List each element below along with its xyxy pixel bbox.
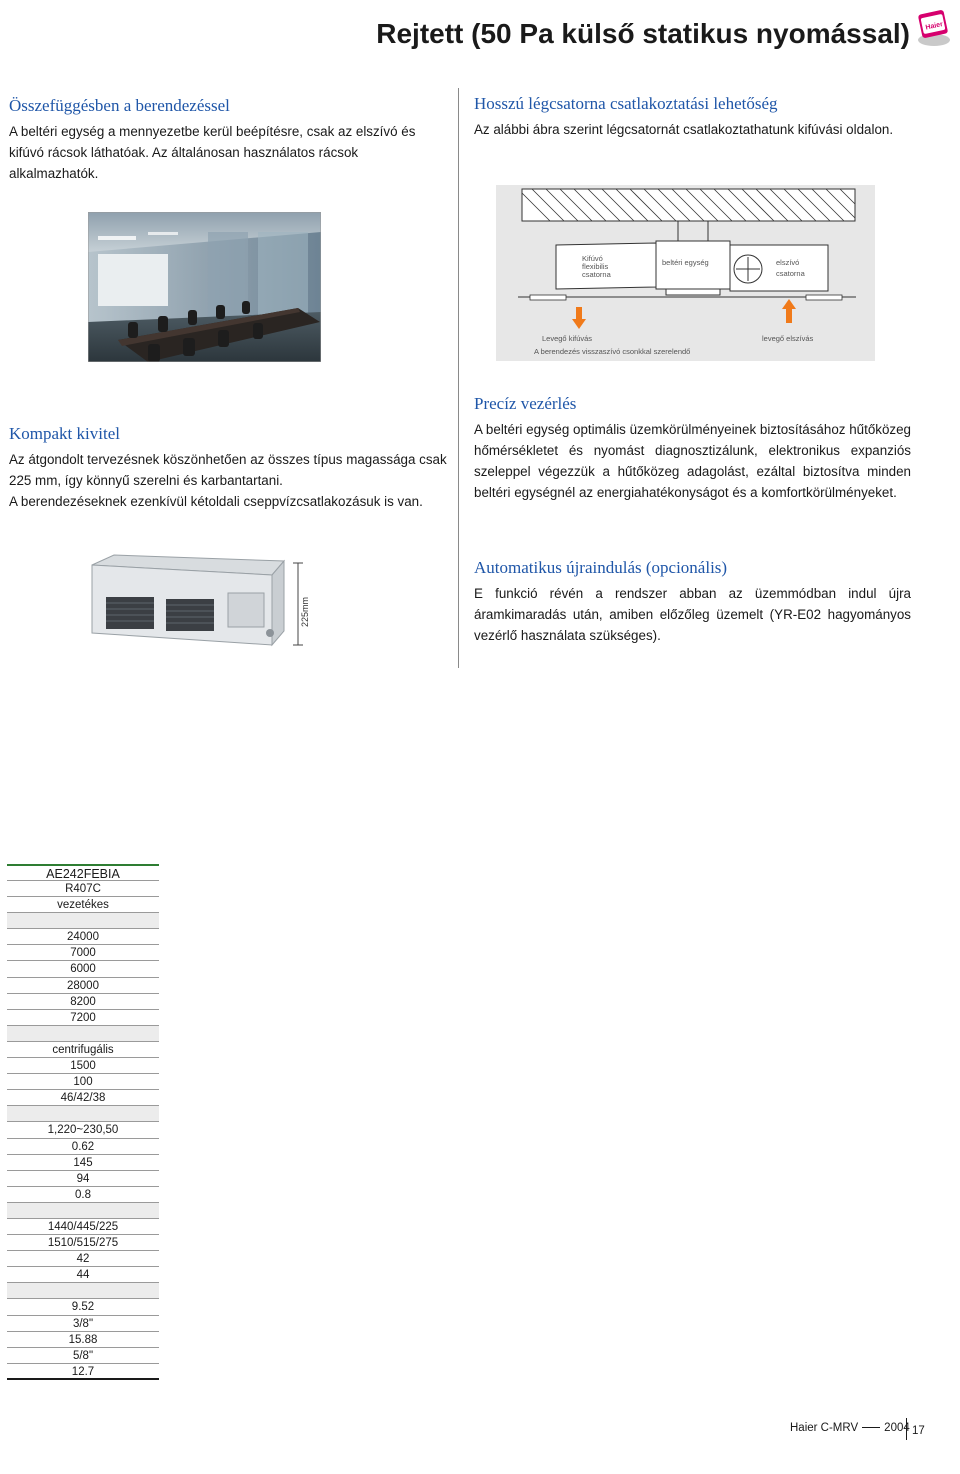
spec-table-row: 145 (7, 1155, 159, 1171)
spec-table-spacer (7, 1026, 159, 1042)
spec-table-row: 42 (7, 1251, 159, 1267)
spec-table-row: 94 (7, 1171, 159, 1187)
diagram-label-unit: beltéri egység (662, 258, 709, 267)
spec-table-row: 28000 (7, 978, 159, 994)
spec-table-row: 6000 (7, 961, 159, 977)
spec-table-row: 1,220~230,50 (7, 1122, 159, 1138)
spec-table-row: 7200 (7, 1010, 159, 1026)
section-context-body: A beltéri egység a mennyezetbe kerül beépítésre, csak az elszívó és kifúvó rácsok láthatóak. Az általánosan használatos rácsok alkalmazhatók. (9, 124, 416, 181)
section-restart-title: Automatikus újraindulás (opcionális) (474, 558, 728, 577)
footer (790, 1422, 910, 1434)
unit-dimension-label: 225mm (300, 596, 310, 627)
spec-table-row: 15.88 (7, 1332, 159, 1348)
spec-table (7, 864, 159, 1380)
spec-table-spacer (7, 1106, 159, 1122)
spec-table-row: 12.7 (7, 1364, 159, 1380)
spec-table-row: 1510/515/275 (7, 1235, 159, 1251)
footer-brand: Haier C-MRV (790, 1422, 859, 1434)
spec-table-model: AE242FEBIA (7, 864, 159, 881)
spec-table-spacer (7, 1203, 159, 1219)
spec-table-row: 100 (7, 1074, 159, 1090)
spec-table-row: 1500 (7, 1058, 159, 1074)
section-duct-body: Az alábbi ábra szerint légcsatornát csatlakoztathatunk kifúvási oldalon. (474, 122, 894, 137)
section-compact (9, 423, 449, 512)
page-title: Rejtett (50 Pa külső statikus nyomással) (376, 18, 910, 49)
spec-table-spacer (7, 1283, 159, 1299)
section-context-title: Összefüggésben a berendezéssel (9, 96, 230, 115)
section-context (9, 95, 449, 184)
diagram-label-flex-2: flexibilis (582, 262, 609, 271)
spec-table-row: centrifugális (7, 1042, 159, 1058)
conference-room-photo (88, 212, 321, 362)
section-compact-body-2: A berendezéseknek ezenkívül kétoldali cseppvízcsatlakozásuk is van. (9, 494, 423, 509)
spec-table-row: 7000 (7, 945, 159, 961)
section-restart (474, 557, 911, 646)
column-divider (458, 88, 459, 668)
section-precise-body: A beltéri egység optimális üzemkörülményeinek biztosításához hűtőközeg hőmérsékletet és nyomást diagnosztizálunk, elektronikus expanziós szeleppel végezzük a hűtőközeg adagolást, ezáltal biztosítva minden beltéri egységnél az energiahatékonyságot és a komfortkörülményeket. (474, 422, 911, 500)
section-duct-title: Hosszú légcsatorna csatlakoztatási lehetőség (474, 94, 778, 113)
haier-logo-icon (912, 6, 956, 50)
diagram-label-suction-1: elszívó (776, 258, 800, 267)
section-compact-title: Kompakt kivitel (9, 424, 120, 443)
duct-connection-diagram (496, 185, 875, 361)
diagram-label-flex-1: Kifúvó (582, 254, 603, 263)
page-number: 17 (906, 1418, 925, 1440)
section-duct (474, 93, 924, 140)
spec-table-row: 44 (7, 1267, 159, 1283)
diagram-label-suction-2: csatorna (776, 269, 805, 278)
section-restart-body: E funkció révén a rendszer abban az üzemmódban indul újra áramkimaradás után, amiben előzőleg üzemelt (YR-E02 hagyományos vezérlő használata szükséges). (474, 586, 911, 643)
spec-table-row: 46/42/38 (7, 1090, 159, 1106)
logo-text: Haier (924, 21, 944, 32)
spec-table-row: 0.8 (7, 1187, 159, 1203)
spec-table-row: R407C (7, 881, 159, 897)
spec-table-row: vezetékes (7, 897, 159, 913)
spec-table-row: 0.62 (7, 1139, 159, 1155)
spec-table-row: 5/8" (7, 1348, 159, 1364)
spec-table-row: 24000 (7, 929, 159, 945)
section-precise (474, 393, 911, 503)
diagram-label-air-in: levegő elszívás (762, 334, 814, 343)
indoor-unit-image (84, 553, 324, 663)
footer-year: 2004 (884, 1422, 910, 1434)
spec-table-spacer (7, 913, 159, 929)
diagram-label-note: A berendezés visszaszívó csonkkal szerelendő (534, 347, 691, 356)
spec-table-row: 9.52 (7, 1299, 159, 1315)
spec-table-row: 8200 (7, 994, 159, 1010)
diagram-label-flex-3: csatorna (582, 270, 611, 279)
section-compact-body-1: Az átgondolt tervezésnek köszönhetően az összes típus magassága csak 225 mm, így könnyű szerelni és karbantartani. (9, 452, 447, 488)
section-precise-title: Precíz vezérlés (474, 394, 577, 413)
spec-table-row: 1440/445/225 (7, 1219, 159, 1235)
spec-table-row: 3/8" (7, 1316, 159, 1332)
diagram-label-air-out: Levegő kifúvás (542, 334, 593, 343)
